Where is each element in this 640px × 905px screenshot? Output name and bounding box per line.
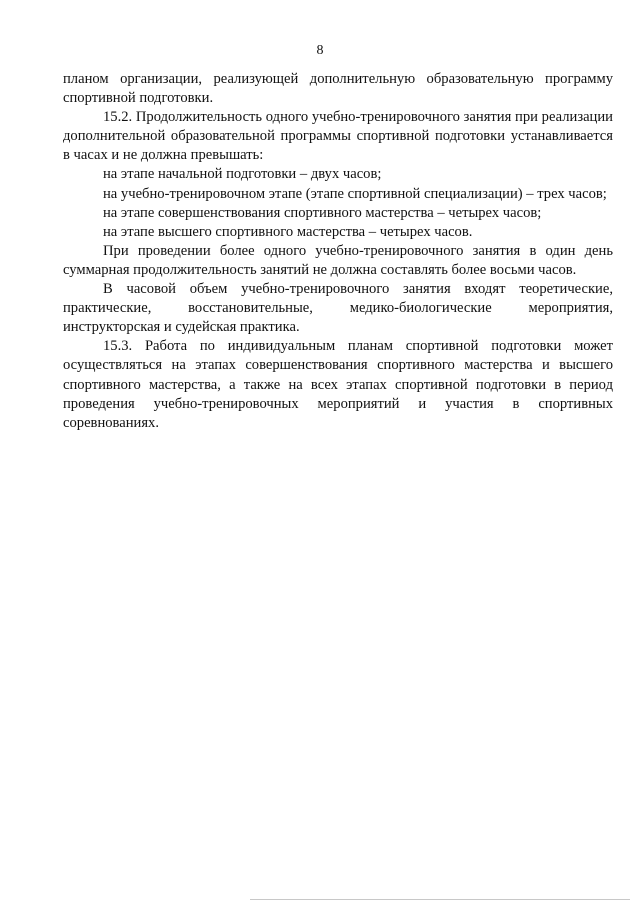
list-item-training-stage: на учебно-тренировочном этапе (этапе спортивной специализации) – трех часов; — [103, 185, 607, 202]
document-body — [63, 70, 613, 433]
paragraph-15-2: 15.2. Продолжительность одного учебно-тренировочного занятия при реализации дополнительной образовательной программы спортивной подготовки устанавливается в часах и не должна превышать: — [63, 109, 613, 164]
paragraph-continuation: планом организации, реализующей дополнительную образовательную программу спортивной подготовки. — [63, 71, 613, 107]
scan-edge-line — [250, 899, 630, 900]
paragraph-daily-limit: При проведении более одного учебно-тренировочного занятия в один день суммарная продолжительность занятий не должна составлять более восьми часов. — [63, 242, 613, 278]
page-number: 8 — [316, 43, 324, 58]
list-item-improvement-stage: на этапе совершенствования спортивного мастерства – четырех часов; — [103, 204, 542, 221]
paragraph-hourly-volume: В часовой объем учебно-тренировочного занятия входят теоретические, практические, восстановительные, медико-биологические мероприятия, инструкторская и судейская практика. — [63, 281, 613, 336]
list-item-higher-mastery-stage: на этапе высшего спортивного мастерства – четырех часов. — [103, 223, 473, 240]
list-item-initial-stage: на этапе начальной подготовки – двух часов; — [103, 166, 382, 183]
paragraph-15-3: 15.3. Работа по индивидуальным планам спортивной подготовки может осуществляться на этапах совершенствования спортивного мастерства и высшего спортивного мастерства, а также на всех этапах спортивной подготовки в период проведения учебно-тренировочных мероприятий и участия в спортивных соревнованиях. — [63, 338, 613, 431]
